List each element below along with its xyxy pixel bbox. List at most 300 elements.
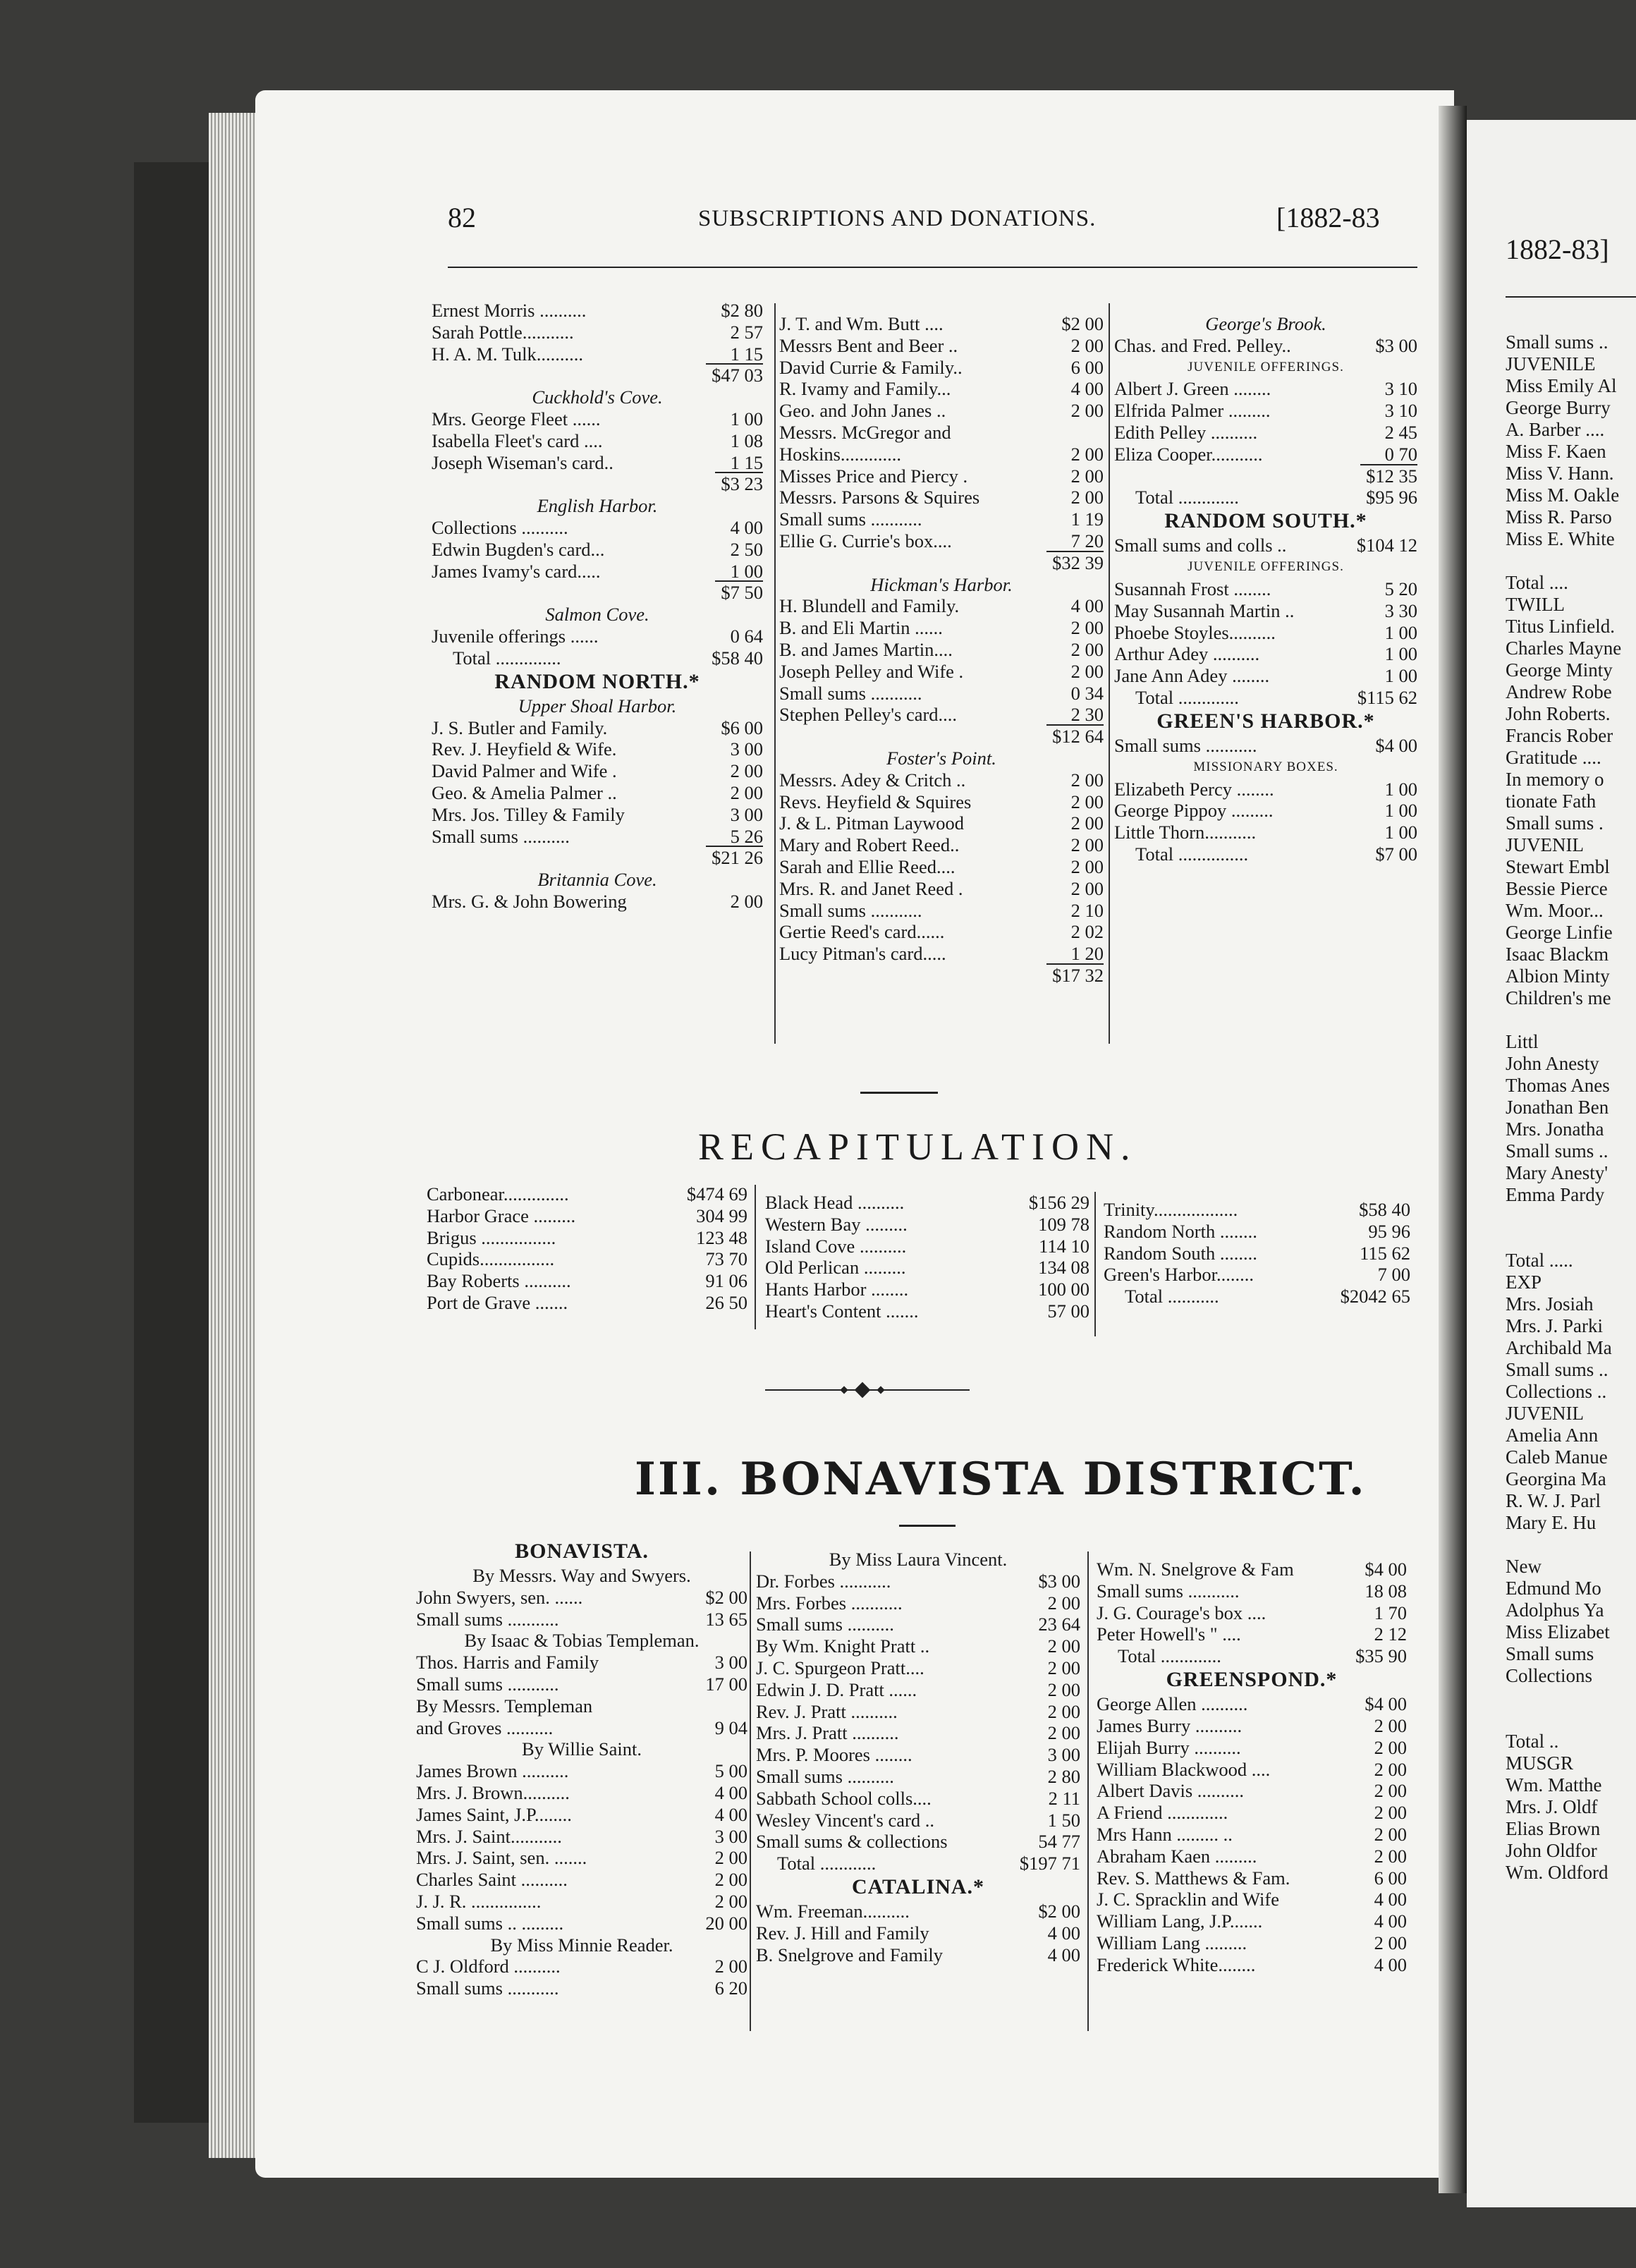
right-page-line: tionate Fath [1506, 791, 1597, 812]
ledger-row [432, 430, 763, 452]
ledger-row [1114, 800, 1417, 822]
entry-name: Mary and Robert Reed.. [779, 834, 960, 856]
entry-name: J. J. R. ............... [416, 1890, 542, 1912]
right-page-line: Littl [1506, 1031, 1539, 1052]
entry-amount: 1 70 [1374, 1602, 1407, 1623]
entry-name: Wesley Vincent's card .. [756, 1809, 934, 1831]
total-row [1114, 687, 1417, 711]
entry-name: Black Head .......... [765, 1192, 905, 1213]
entry-amount: 26 50 [705, 1291, 747, 1313]
entry-name: David Palmer and Wife . [432, 760, 617, 782]
ledger-row [1114, 535, 1417, 556]
total-row [756, 1853, 1080, 1877]
entry-name: Old Perlican ......... [765, 1257, 906, 1279]
right-page-line [1506, 1009, 1621, 1031]
entry-amount: 109 78 [1038, 1213, 1089, 1235]
ledger-row [779, 313, 1104, 335]
entry-name: Sarah and Ellie Reed.... [779, 855, 956, 877]
total-label: Total ............... [1135, 843, 1249, 865]
entry-name: Edwin J. D. Pratt ...... [756, 1678, 917, 1700]
right-page-line: Edmund Mo [1506, 1578, 1601, 1599]
column-1 [432, 300, 763, 913]
right-page-line: John Oldfor [1506, 1840, 1597, 1861]
right-page-line: JUVENIL [1506, 834, 1584, 855]
ledger-row [756, 1614, 1080, 1635]
entry-amount: 3 00 [714, 1652, 747, 1673]
ledger-row [779, 487, 1104, 508]
entry-amount: 2 00 [1047, 1700, 1080, 1722]
entry-amount: 2 00 [714, 1890, 747, 1912]
entry-name: Small sums ........... [779, 899, 922, 921]
subtotal-row [779, 552, 1104, 574]
entry-amount: 2 11 [1048, 1787, 1080, 1809]
entry-amount: 1 15 [730, 451, 763, 473]
page-title: SUBSCRIPTIONS AND DONATIONS. [698, 206, 1097, 231]
entry-name: Bay Roberts .......... [427, 1270, 571, 1292]
bonavista-column-2 [756, 1549, 1080, 1966]
entry-amount: 5 26 [730, 825, 763, 847]
ledger-row [1097, 1559, 1407, 1580]
ledger-row [756, 1635, 1080, 1657]
entry-amount: 2 00 [1070, 400, 1104, 422]
ledger-row [416, 1977, 747, 1999]
ledger-row [432, 343, 763, 365]
entry-name: Small sums .......... [756, 1614, 894, 1635]
right-page-line: EXP [1506, 1272, 1542, 1293]
ledger-row [1114, 600, 1417, 622]
ledger-row [779, 921, 1104, 943]
place-heading: Foster's Point. [886, 747, 996, 769]
entry-name: Green's Harbor........ [1104, 1264, 1255, 1286]
ledger-row [756, 1657, 1080, 1679]
ledger-row [1097, 1759, 1407, 1781]
entry-name: George Allen .......... [1097, 1693, 1248, 1715]
entry-name: Heart's Content ....... [765, 1300, 919, 1322]
subtotal-row [432, 473, 763, 495]
header-rule [448, 267, 1417, 268]
entry-amount: 2 00 [1070, 638, 1104, 660]
entry-name: Misses Price and Piercy . [779, 465, 968, 487]
entry-amount: $156 29 [1028, 1192, 1089, 1213]
entry-amount: 2 00 [1047, 1635, 1080, 1657]
entry-name: William Lang, J.P....... [1097, 1910, 1263, 1932]
entry-name: Mrs. P. Moores ........ [756, 1744, 912, 1766]
entry-amount: 4 00 [714, 1803, 747, 1825]
section-rule [860, 1092, 938, 1094]
text-line: Messrs. McGregor and [779, 421, 951, 443]
ledger-row [1097, 1824, 1407, 1846]
ledger-row [1104, 1243, 1410, 1264]
ledger-row [432, 517, 763, 539]
entry-name: Cupids................ [427, 1248, 555, 1270]
book-gutter [1439, 106, 1467, 2193]
entry-name: Mrs. R. and Janet Reed . [779, 877, 963, 899]
right-page-line: Mary Anesty' [1506, 1162, 1608, 1183]
ledger-row [432, 322, 763, 343]
entry-amount: 1 19 [1070, 508, 1104, 530]
entry-amount: 2 00 [1070, 334, 1104, 356]
entry-name: Joseph Pelley and Wife . [779, 660, 964, 682]
subtotal-amount: $32 39 [1046, 551, 1104, 573]
entry-amount: $2 00 [1038, 1901, 1080, 1922]
ledger-row [432, 300, 763, 322]
entry-amount: 2 00 [1047, 1678, 1080, 1700]
entry-amount: 2 00 [1047, 1657, 1080, 1678]
entry-amount: 1 20 [1070, 943, 1104, 965]
entry-amount: 3 00 [714, 1825, 747, 1847]
ledger-row [765, 1300, 1089, 1322]
right-page-line: Stewart Embl [1506, 856, 1610, 877]
ledger-row [1114, 400, 1417, 422]
ledger-row [779, 508, 1104, 530]
ledger-row [432, 760, 763, 782]
total-row [1104, 1286, 1410, 1310]
ledger-row [1097, 1954, 1407, 1976]
entry-name: Brigus ................ [427, 1226, 556, 1248]
circuit-heading: GREEN'S HARBOR.* [1156, 709, 1375, 733]
entry-name: Random North ........ [1104, 1220, 1257, 1242]
place-heading: English Harbor. [537, 495, 658, 517]
ledger-row [779, 530, 1104, 552]
circuit-heading: RANDOM SOUTH.* [1164, 509, 1367, 533]
entry-amount: 1 00 [1384, 643, 1417, 665]
right-page-line: Miss Emily Al [1506, 375, 1617, 396]
entry-name: Small sums ........... [416, 1608, 559, 1630]
ledger-row [756, 1722, 1080, 1744]
collector-line: By Isaac & Tobias Templeman. [464, 1630, 700, 1652]
right-page-line: JUVENILE [1506, 353, 1596, 374]
entry-amount: 2 12 [1374, 1623, 1407, 1645]
entry-amount: 2 00 [1070, 877, 1104, 899]
entry-amount: 1 15 [730, 343, 763, 365]
small-caps-heading: MISSIONARY BOXES. [1193, 759, 1338, 774]
ledger-row [1097, 1846, 1407, 1867]
right-page-line: George Linfie [1506, 922, 1613, 943]
entry-name: John Swyers, sen. ...... [416, 1586, 583, 1608]
entry-amount: 2 00 [714, 1869, 747, 1891]
entry-amount: $4 00 [1375, 734, 1417, 756]
ledger-row [416, 1913, 747, 1934]
right-page-line: Isaac Blackm [1506, 944, 1609, 965]
ledger-row [427, 1205, 747, 1227]
entry-amount: 17 00 [705, 1673, 747, 1695]
entry-amount: 2 00 [1070, 812, 1104, 834]
right-page-line: Total .... [1506, 572, 1568, 593]
right-page-line: Gratitude .... [1506, 747, 1601, 768]
subtotal-row [779, 726, 1104, 748]
ledger-row [779, 900, 1104, 922]
entry-name: Mrs Hann ......... .. [1097, 1823, 1233, 1845]
right-page-line: Charles Mayne [1506, 638, 1622, 659]
right-page-line: Thomas Anes [1506, 1075, 1610, 1096]
ledger-row [1097, 1602, 1407, 1624]
right-page-line: MUSGR [1506, 1752, 1574, 1774]
text-line: By Messrs. Templeman [416, 1695, 593, 1717]
page-year: [1882-83 [1276, 202, 1380, 233]
right-page-line: Miss M. Oakle [1506, 484, 1620, 506]
entry-amount: $2 80 [721, 300, 763, 321]
entry-amount: 2 00 [1047, 1722, 1080, 1744]
column-divider [1087, 1551, 1089, 2031]
subtotal-row [432, 365, 763, 386]
ledger-row [416, 1609, 747, 1630]
circuit-heading: BONAVISTA. [515, 1540, 649, 1563]
ledger-row [416, 1760, 747, 1782]
right-page-line: Andrew Robe [1506, 681, 1612, 702]
right-page-line: Mrs. Josiah [1506, 1293, 1594, 1315]
right-page-line [1506, 1709, 1621, 1731]
entry-amount: 2 00 [1374, 1802, 1407, 1824]
entry-amount: 9 04 [714, 1717, 747, 1738]
entry-amount: 2 00 [730, 890, 763, 912]
right-page-line: R. W. J. Parl [1506, 1490, 1601, 1511]
total-label: Total .............. [453, 647, 561, 669]
entry-amount: 2 00 [1374, 1758, 1407, 1780]
circuit-heading: GREENSPOND.* [1166, 1668, 1338, 1692]
ledger-row [1114, 378, 1417, 400]
ledger-row [1097, 1802, 1407, 1824]
entry-amount: 1 50 [1047, 1809, 1080, 1831]
entry-name: Joseph Wiseman's card.. [432, 451, 614, 473]
ledger-row [779, 769, 1104, 791]
entry-name: Wm. N. Snelgrove & Fam [1097, 1559, 1294, 1580]
entry-name: Small sums ........... [1114, 734, 1257, 756]
entry-name: Small sums ........... [779, 682, 922, 704]
entry-amount: 6 20 [714, 1977, 747, 1999]
right-page-line: Small sums . [1506, 812, 1604, 834]
ledger-row [779, 878, 1104, 900]
entry-name: J. T. and Wm. Butt .... [779, 313, 944, 334]
subtotal-amount: $12 64 [1046, 724, 1104, 747]
entry-name: B. and Eli Martin ...... [779, 617, 943, 639]
entry-amount: 1 00 [1384, 822, 1417, 843]
entry-amount: 123 48 [696, 1226, 747, 1248]
subtotal-row [779, 965, 1104, 987]
right-page [1467, 120, 1636, 2207]
entry-name: J. & L. Pitman Laywood [779, 812, 965, 834]
entry-name: Little Thorn........... [1114, 822, 1257, 843]
right-page-line: Emma Pardy [1506, 1184, 1605, 1205]
ledger-row [416, 1652, 747, 1673]
entry-amount: 91 06 [705, 1270, 747, 1292]
entry-name: Rev. S. Matthews & Fam. [1097, 1867, 1290, 1889]
right-page-line: A. Barber .... [1506, 419, 1605, 440]
right-page-line: Total .. [1506, 1731, 1559, 1752]
entry-name: Geo. and John Janes .. [779, 400, 946, 422]
entry-amount: $2 00 [705, 1586, 747, 1608]
entry-amount: 2 00 [1070, 617, 1104, 639]
ledger-row [779, 834, 1104, 856]
ledger-row [432, 626, 763, 647]
entry-amount: 2 00 [1070, 855, 1104, 877]
right-page-line: Caleb Manue [1506, 1446, 1608, 1468]
right-page-line: Albion Minty [1506, 965, 1610, 987]
ledger-row [765, 1279, 1089, 1300]
ledger-row [427, 1248, 747, 1270]
entry-name: H. A. M. Tulk.......... [432, 343, 584, 365]
ledger-row [779, 335, 1104, 357]
entry-name: Charles Saint .......... [416, 1869, 568, 1891]
subtotal-amount: $17 32 [1046, 963, 1104, 986]
ledger-row [1114, 822, 1417, 843]
column-divider [1109, 303, 1110, 1044]
collector-line: By Miss Minnie Reader. [490, 1934, 673, 1956]
entry-name: Rev. J. Hill and Family [756, 1922, 929, 1944]
ledger-row [432, 452, 763, 474]
right-page-line: Miss V. Hann. [1506, 463, 1614, 484]
ledger-row [416, 1891, 747, 1913]
right-page-line: JUVENIL [1506, 1403, 1584, 1424]
entry-name: Small sums ........... [1097, 1580, 1240, 1602]
ledger-row [1097, 1715, 1407, 1737]
entry-name: Lucy Pitman's card..... [779, 943, 946, 965]
entry-name: Arthur Adey .......... [1114, 643, 1260, 665]
ledger-row [765, 1236, 1089, 1257]
entry-amount: 2 00 [1070, 660, 1104, 682]
entry-amount: 1 00 [730, 408, 763, 429]
right-page-header: 1882-83] [1506, 233, 1609, 265]
entry-name: Mrs. J. Brown.......... [416, 1781, 570, 1803]
entry-amount: 1 00 [1384, 778, 1417, 800]
circuit-heading: RANDOM NORTH.* [494, 669, 700, 693]
right-page-line: John Roberts. [1506, 703, 1611, 724]
entry-name: Albert Davis .......... [1097, 1780, 1245, 1802]
ledger-row [1097, 1623, 1407, 1645]
entry-amount: $6 00 [721, 717, 763, 738]
ledger-row [756, 1788, 1080, 1810]
entry-amount: 4 00 [1047, 1922, 1080, 1944]
ledger-row [779, 357, 1104, 379]
total-label: Total ............ [777, 1853, 877, 1874]
entry-name: Hants Harbor ........ [765, 1279, 909, 1300]
right-page-line: Miss E. White [1506, 528, 1615, 549]
ledger-row [779, 704, 1104, 726]
right-page-line: Mrs. J. Parki [1506, 1315, 1604, 1336]
entry-amount: 2 50 [730, 538, 763, 560]
entry-name: Phoebe Stoyles.......... [1114, 621, 1276, 643]
entry-name: James Saint, J.P........ [416, 1803, 572, 1825]
ledger-row [779, 444, 1104, 465]
right-page-line: Small sums .. [1506, 331, 1608, 353]
entry-amount: 4 00 [1374, 1889, 1407, 1910]
entry-name: J. C. Spurgeon Pratt.... [756, 1657, 924, 1678]
right-page-text [1467, 331, 1621, 1884]
ledger-row [756, 1592, 1080, 1614]
total-row [432, 647, 763, 671]
entry-amount: 115 62 [1360, 1242, 1410, 1264]
entry-name: J. S. Butler and Family. [432, 717, 608, 738]
entry-amount: 1 08 [730, 429, 763, 451]
ledger-row [779, 617, 1104, 639]
entry-name: Small sums & collections [756, 1831, 948, 1853]
place-heading: Cuckhold's Cove. [532, 386, 663, 408]
entry-amount: $58 40 [1359, 1199, 1410, 1220]
entry-amount: 3 10 [1384, 400, 1417, 422]
entry-amount: 0 34 [1070, 682, 1104, 704]
right-page-line: New [1506, 1556, 1542, 1577]
right-page-line: Mrs. J. Oldf [1506, 1796, 1598, 1817]
entry-amount: $4 00 [1365, 1559, 1407, 1580]
right-page-line: George Burry [1506, 397, 1611, 418]
entry-amount: 1 00 [1384, 621, 1417, 643]
entry-name: Small sums ........... [416, 1977, 559, 1999]
entry-name: Rev. J. Pratt .......... [756, 1700, 898, 1722]
column-2 [779, 313, 1104, 987]
ledger-row [416, 1717, 747, 1739]
ledger-row [1114, 578, 1417, 600]
right-page-line: Miss F. Kaen [1506, 441, 1606, 462]
entry-amount: 2 00 [1374, 1736, 1407, 1758]
recap-column-1 [427, 1183, 747, 1314]
right-page-line [1506, 550, 1621, 572]
right-page-line [1506, 1687, 1621, 1709]
entry-name: Thos. Harris and Family [416, 1652, 599, 1673]
ledger-row [1104, 1264, 1410, 1286]
entry-amount: 2 45 [1384, 421, 1417, 443]
total-amount: $7 00 [1375, 843, 1417, 865]
entry-name: and Groves .......... [416, 1717, 554, 1738]
entry-name: Island Cove .......... [765, 1235, 907, 1257]
right-page-line: Titus Linfield. [1506, 616, 1616, 637]
entry-name: Rev. J. Heyfield & Wife. [432, 738, 617, 760]
place-heading: George's Brook. [1205, 313, 1326, 334]
ledger-row [416, 1804, 747, 1826]
entry-amount: 54 77 [1038, 1831, 1080, 1853]
ledger-row [779, 639, 1104, 661]
ledger-row [1114, 335, 1417, 357]
right-page-line: Wm. Moor... [1506, 900, 1604, 921]
right-page-line: Small sums .. [1506, 1140, 1608, 1162]
entry-amount: 2 00 [730, 781, 763, 803]
entry-name: Edith Pelley .......... [1114, 421, 1258, 443]
ledger-row [1097, 1780, 1407, 1802]
ledger-row [779, 812, 1104, 834]
entry-amount: 4 00 [1374, 1953, 1407, 1975]
entry-name: Sarah Pottle........... [432, 321, 574, 343]
ledger-row [432, 782, 763, 804]
entry-name: Eliza Cooper........... [1114, 443, 1263, 465]
section-rule [899, 1525, 956, 1527]
entry-name: James Brown .......... [416, 1760, 569, 1782]
right-page-line: Total ..... [1506, 1250, 1573, 1271]
right-page-line: Collections .. [1506, 1381, 1607, 1402]
entry-amount: 2 00 [1070, 834, 1104, 856]
entry-name: Geo. & Amelia Palmer .. [432, 781, 617, 803]
column-divider [1094, 1192, 1096, 1336]
entry-name: Dr. Forbes ........... [756, 1570, 891, 1592]
entry-amount: 95 96 [1368, 1220, 1410, 1242]
entry-amount: 2 00 [1047, 1592, 1080, 1614]
ledger-row [756, 1679, 1080, 1701]
entry-amount: 2 00 [1070, 487, 1104, 508]
ledger-row [756, 1901, 1080, 1922]
entry-amount: 2 00 [1070, 769, 1104, 791]
entry-name: Mrs. Forbes ........... [756, 1592, 903, 1614]
right-page-line: Children's me [1506, 987, 1611, 1008]
right-page-line: Small sums .. [1506, 1359, 1608, 1380]
entry-amount: 2 00 [714, 1847, 747, 1869]
right-page-line: Collections [1506, 1665, 1592, 1686]
entry-amount: 0 70 [1384, 443, 1417, 465]
ledger-row [1097, 1889, 1407, 1910]
ledger-row [1097, 1867, 1407, 1889]
total-row [1114, 487, 1417, 511]
entry-amount: 304 99 [696, 1205, 747, 1226]
entry-name: Mrs. J. Saint........... [416, 1825, 562, 1847]
entry-amount: 3 00 [730, 738, 763, 760]
right-page-line: Wm. Oldford [1506, 1862, 1608, 1883]
place-heading: Britannia Cove. [537, 869, 657, 891]
